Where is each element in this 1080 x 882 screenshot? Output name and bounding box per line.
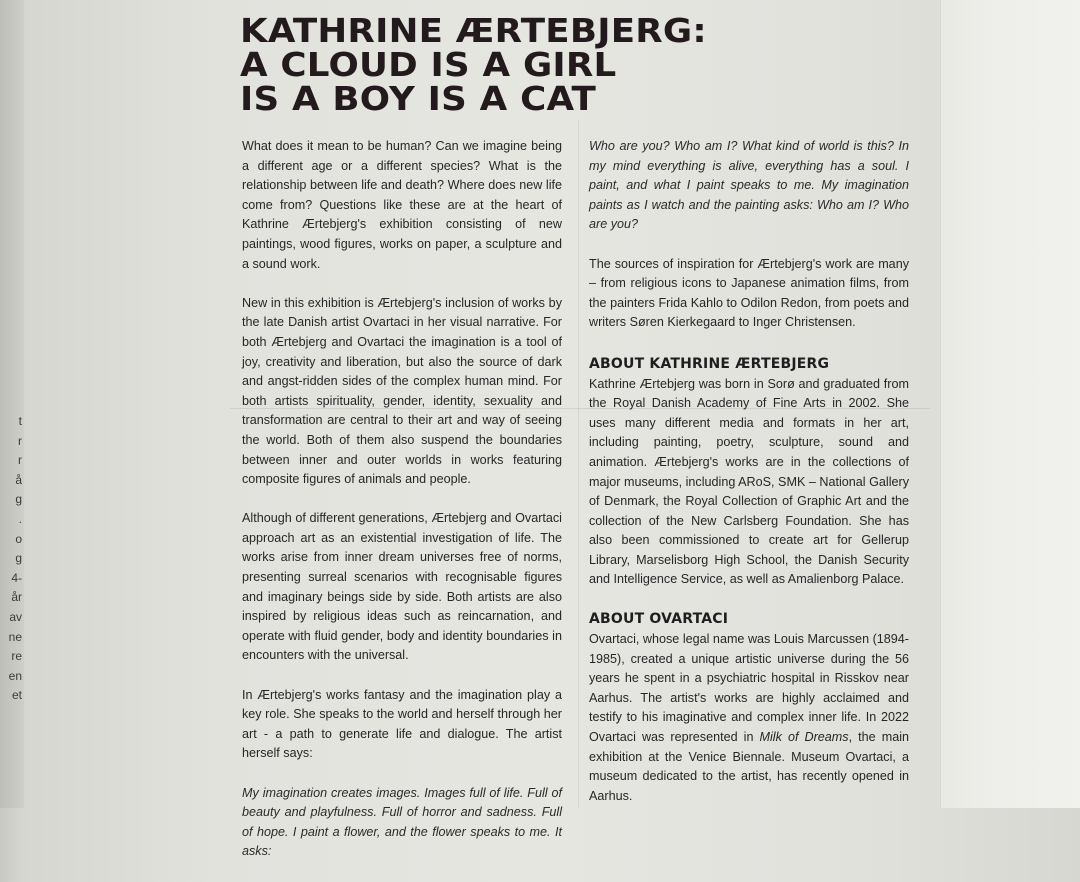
fragment: ne bbox=[8, 629, 22, 644]
exhibition-name: Milk of Dreams bbox=[759, 730, 849, 745]
artist-quote-part2: Who are you? Who am I? What kind of world is this? In my mind everything is alive, everything has a soul. I paint, and what I paint speaks to me. My imagination paints as I watch and the painting asks: Who am I? Who are you? bbox=[589, 139, 909, 232]
fragment: o bbox=[15, 531, 22, 546]
about-ovartaci-heading: ABOUT OVARTACI bbox=[589, 611, 729, 628]
title-line: A CLOUD IS A GIRL bbox=[240, 45, 617, 84]
fragment: g bbox=[15, 492, 22, 507]
fragment: 4- bbox=[11, 570, 22, 585]
fragment: re bbox=[11, 649, 22, 664]
right-text-column bbox=[589, 137, 909, 826]
about-artist-heading: ABOUT KATHRINE ÆRTEBJERG bbox=[589, 355, 830, 372]
fragment: r bbox=[18, 433, 22, 448]
adjacent-wall-panel bbox=[940, 0, 1080, 808]
generations-paragraph: Although of different generations, Ærtebjerg and Ovartaci approach art as an existential investigation of life. The works arise from inner dream universes free of norms, presenting surreal scenarios with recognisable figures and imaginary beings side by side. Both artists are also inspired by religious ideas such as reincarnation, and operate with fluid gender, body and identity boundaries in encounters with the universal. bbox=[242, 511, 562, 663]
artist-quote-part1: My imagination creates images. Images full of life. Full of beauty and playfulness. Full of horror and sadness. Full of hope. I paint a flower, and the flower speaks to me. It asks: bbox=[242, 785, 562, 859]
fragment: en bbox=[8, 668, 22, 683]
about-artist-paragraph: Kathrine Ærtebjerg was born in Sorø and graduated from the Royal Danish Academy of Fine Arts in 2002. She uses many different media and formats in her art, including painting, poetry, sculpture, sound and animation. Ærtebjerg's works are in the collections of major museums, including ARoS, SMK – National Gallery of Denmark, the Royal Collection of Graphic Art and the collection of the New Carlsberg Foundation. She has also been commissioned to create art for Gellerup Library, Marselisborg High School, the Danish Security and Intelligence Service, as well as Amalienborg Palace. bbox=[589, 376, 909, 587]
fragment: av bbox=[9, 609, 22, 624]
fragment: t bbox=[18, 414, 22, 428]
ovartaci-inclusion-paragraph: New in this exhibition is Ærtebjerg's inclusion of works by the late Danish artist Ovartaci in her visual narrative. For both Ærtebjerg and Ovartaci the imagination is a tool of joy, creativity and liberation, but also the source of dark and angst-ridden sides of the complex human mind. For both artists spirituality, gender, identity, sexuality and transformation are central to their art and way of seeing the world. Both of them also suspend the boundaries between inner and outer worlds in works featuring composite figures of animals and people. bbox=[242, 295, 562, 487]
fragment: år bbox=[11, 590, 22, 605]
exhibition-title bbox=[240, 11, 707, 118]
fantasy-paragraph: In Ærtebjerg's works fantasy and the imagination play a key role. She speaks to the world and herself through her art - a path to generate life and dialogue. The artist herself says: bbox=[242, 687, 562, 761]
title-line: KATHRINE ÆRTEBJERG: bbox=[240, 11, 707, 50]
adjacent-panel-text-fragments bbox=[0, 412, 22, 706]
fragment: et bbox=[11, 688, 22, 703]
wall-seam bbox=[578, 120, 579, 808]
fragment: . bbox=[18, 511, 22, 526]
about-ovartaci-text-end: , the main exhibition at the Venice Biennale. Museum Ovartaci, a museum dedicated to the artist, has recently opened in Aarhus. bbox=[589, 730, 909, 803]
fragment: r bbox=[18, 453, 22, 468]
about-ovartaci-paragraph bbox=[589, 630, 909, 806]
fragment: å bbox=[15, 472, 22, 487]
title-line: IS A BOY IS A CAT bbox=[240, 79, 597, 118]
left-text-column bbox=[242, 137, 562, 882]
inspiration-paragraph: The sources of inspiration for Ærtebjerg's work are many – from religious icons to Japanese animation films, from the painters Frida Kahlo to Odilon Redon, from poets and writers Søren Kierkegaard to Inger Christensen. bbox=[589, 256, 909, 330]
intro-paragraph: What does it mean to be human? Can we imagine being a different age or a different species? What is the relationship between life and death? Where does new life come from? Questions like these are at the heart of Kathrine Ærtebjerg's exhibition consisting of new paintings, wood figures, works on paper, a sculpture and a sound work. bbox=[242, 139, 562, 271]
fragment: g bbox=[15, 551, 22, 566]
about-ovartaci-text: Ovartaci, whose legal name was Louis Marcussen (1894-1985), created a unique artistic universe during the 56 years he spent in a psychiatric hospital in Risskov near Aarhus. The artist's works are highly acclaimed and testify to his imaginative and complex inner life. In 2022 Ovartaci was represented in bbox=[589, 632, 909, 745]
